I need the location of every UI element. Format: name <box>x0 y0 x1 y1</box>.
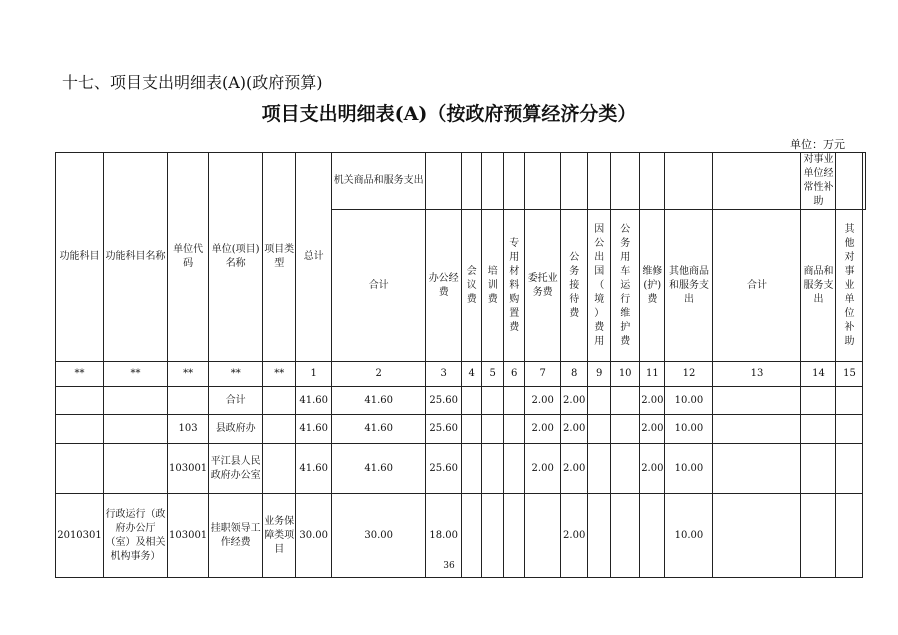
index-number: 7 <box>525 362 561 387</box>
cell-maintenance: 2.00 <box>640 387 665 415</box>
header-meeting: 会 议 费 <box>462 210 482 362</box>
cell-abroad <box>588 444 611 494</box>
cell-unit-code: 103 <box>168 415 209 444</box>
header-materials: 专 用 材 料 购 置 费 <box>504 210 525 362</box>
index-mark: ** <box>168 362 209 387</box>
cell-materials <box>504 444 525 494</box>
section-title: 十七、项目支出明细表(A)(政府预算) <box>62 73 323 92</box>
header-unit-name: 单位(项目)名称 <box>209 153 263 362</box>
index-number: 13 <box>713 362 801 387</box>
project-expenditure-table <box>55 152 866 578</box>
cell-reception: 2.00 <box>561 444 588 494</box>
cell-subsidy-total <box>713 387 801 415</box>
cell-subsidy-total <box>713 415 801 444</box>
cell-abroad <box>588 387 611 415</box>
cell-reception: 2.00 <box>561 415 588 444</box>
cell-total: 41.60 <box>296 444 332 494</box>
index-mark: ** <box>263 362 296 387</box>
header-project-type: 项目类型 <box>263 153 296 362</box>
index-number: 8 <box>561 362 588 387</box>
index-number: 1 <box>296 362 332 387</box>
cell-project-type: 业务保障类项目 <box>263 494 296 578</box>
cell-project-type <box>263 415 296 444</box>
cell-unit-name: 挂职领导工作经费 <box>209 494 263 578</box>
cell-unit-code: 103001 <box>168 494 209 578</box>
cell-func-code <box>56 415 104 444</box>
table-row <box>56 415 866 444</box>
page-number: 36 <box>443 561 455 571</box>
cell-other-goods: 10.00 <box>665 415 713 444</box>
cell-materials <box>504 387 525 415</box>
cell-subtotal: 41.60 <box>332 444 426 494</box>
index-number: 5 <box>482 362 504 387</box>
cell-func-name <box>104 444 168 494</box>
index-number: 6 <box>504 362 525 387</box>
header-training: 培 训 费 <box>482 210 504 362</box>
cell-subtotal: 41.60 <box>332 415 426 444</box>
cell-entrusted: 2.00 <box>525 415 561 444</box>
header-maintenance: 维修(护)费 <box>640 210 665 362</box>
cell-office: 18.00 <box>426 494 462 578</box>
cell-training <box>482 387 504 415</box>
cell-project-type <box>263 444 296 494</box>
cell-func-name <box>104 387 168 415</box>
cell-unit-name: 合计 <box>209 387 263 415</box>
cell-office: 25.60 <box>426 444 462 494</box>
header-group-goods-services: 机关商品和服务支出 <box>332 153 426 210</box>
cell-vehicle <box>611 387 640 415</box>
cell-total: 41.60 <box>296 415 332 444</box>
index-number: 11 <box>640 362 665 387</box>
header-func-name: 功能科目名称 <box>104 153 168 362</box>
header-office: 办公经费 <box>426 210 462 362</box>
cell-func-code <box>56 387 104 415</box>
cell-total: 30.00 <box>296 494 332 578</box>
index-number: 2 <box>332 362 426 387</box>
index-number: 3 <box>426 362 462 387</box>
cell-other-goods: 10.00 <box>665 444 713 494</box>
header-func-code: 功能科目 <box>56 153 104 362</box>
header-row-1 <box>56 153 866 210</box>
cell-vehicle <box>611 415 640 444</box>
cell-func-code: 2010301 <box>56 494 104 578</box>
cell-unit-name: 平江县人民政府办公室 <box>209 444 263 494</box>
cell-materials <box>504 415 525 444</box>
cell-office: 25.60 <box>426 387 462 415</box>
cell-total: 41.60 <box>296 387 332 415</box>
header-group-subsidy: 对事业单位经常性补助 <box>801 153 836 210</box>
cell-maintenance: 2.00 <box>640 415 665 444</box>
index-row <box>56 362 866 387</box>
header-unit-code: 单位代码 <box>168 153 209 362</box>
header-total: 总计 <box>296 153 332 362</box>
cell-unit-code: 103001 <box>168 444 209 494</box>
header-subsidy-other: 其 他 对 事 业 单 位 补 助 <box>836 210 863 362</box>
index-number: 4 <box>462 362 482 387</box>
index-mark: ** <box>209 362 263 387</box>
cell-unit-name: 县政府办 <box>209 415 263 444</box>
cell-subsidy-other <box>836 415 863 444</box>
index-mark: ** <box>104 362 168 387</box>
cell-meeting <box>462 415 482 444</box>
header-abroad: 因 公 出 国 （ 境 ） 费 用 <box>588 210 611 362</box>
cell-training <box>482 444 504 494</box>
header-subsidy-total: 合计 <box>713 210 801 362</box>
cell-subtotal: 30.00 <box>332 494 426 578</box>
unit-label: 单位：万元 <box>790 138 845 151</box>
cell-vehicle <box>611 444 640 494</box>
cell-entrusted: 2.00 <box>525 387 561 415</box>
cell-reception: 2.00 <box>561 494 588 578</box>
cell-reception: 2.00 <box>561 387 588 415</box>
cell-subsidy-other <box>836 387 863 415</box>
cell-training <box>482 415 504 444</box>
cell-other-goods: 10.00 <box>665 387 713 415</box>
cell-maintenance: 2.00 <box>640 444 665 494</box>
table-row <box>56 444 866 494</box>
index-number: 15 <box>836 362 863 387</box>
index-number: 14 <box>801 362 836 387</box>
index-number: 12 <box>665 362 713 387</box>
header-other-goods: 其他商品和服务支出 <box>665 210 713 362</box>
cell-subsidy-other <box>836 444 863 494</box>
cell-subsidy-goods <box>801 444 836 494</box>
header-entrusted: 委托业务费 <box>525 210 561 362</box>
cell-subsidy-goods <box>801 387 836 415</box>
cell-project-type <box>263 387 296 415</box>
index-mark: ** <box>56 362 104 387</box>
cell-func-name: 行政运行（政府办公厅（室）及相关机构事务） <box>104 494 168 578</box>
index-number: 10 <box>611 362 640 387</box>
header-subsidy-goods: 商品和服务支出 <box>801 210 836 362</box>
cell-func-code <box>56 444 104 494</box>
cell-subsidy-goods <box>801 415 836 444</box>
cell-abroad <box>588 415 611 444</box>
header-subtotal: 合计 <box>332 210 426 362</box>
index-number: 9 <box>588 362 611 387</box>
cell-meeting <box>462 444 482 494</box>
cell-subtotal: 41.60 <box>332 387 426 415</box>
table-row <box>56 387 866 415</box>
cell-other-goods: 10.00 <box>665 494 713 578</box>
cell-meeting <box>462 387 482 415</box>
header-vehicle: 公 务 用 车 运 行 维 护 费 <box>611 210 640 362</box>
cell-office: 25.60 <box>426 415 462 444</box>
page-title: 项目支出明细表(A)（按政府预算经济分类） <box>261 103 637 125</box>
header-reception: 公 务 接 待 费 <box>561 210 588 362</box>
cell-func-name <box>104 415 168 444</box>
cell-subsidy-total <box>713 444 801 494</box>
cell-entrusted: 2.00 <box>525 444 561 494</box>
cell-unit-code <box>168 387 209 415</box>
